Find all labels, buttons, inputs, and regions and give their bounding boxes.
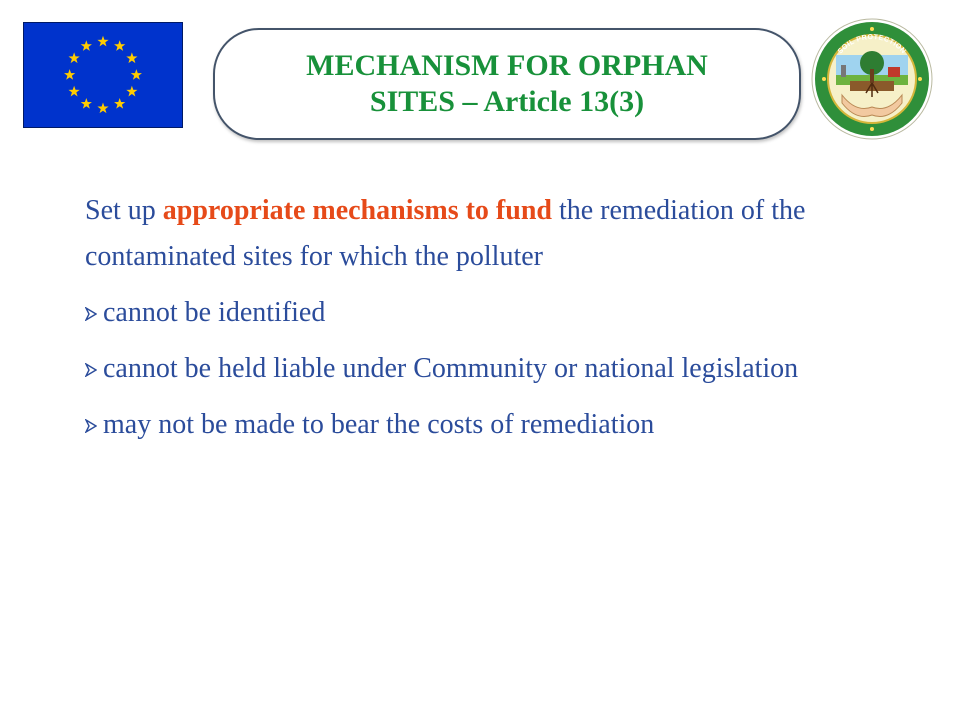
bullet-text: cannot be held liable under Community or national legislation: [103, 353, 799, 384]
arrow-bullet-icon: [85, 307, 99, 321]
bullet-item: [85, 290, 885, 336]
flag-star-icon: [69, 52, 80, 63]
flag-star-icon: [69, 86, 80, 97]
eu-flag-icon: [23, 22, 183, 128]
arrow-bullet-icon: [85, 363, 99, 377]
flag-star-icon: [114, 98, 125, 109]
flag-star-icon: [64, 69, 75, 80]
flag-star-icon: [97, 36, 108, 47]
title-line-1: MECHANISM FOR ORPHAN: [306, 49, 708, 82]
flag-star-icon: [81, 98, 92, 109]
bullet-text: may not be made to bear the costs of remediation: [103, 409, 655, 440]
slide-title: [213, 28, 801, 140]
intro-highlight: appropriate mechanisms to fund: [162, 195, 552, 226]
intro-prefix: Set up: [85, 195, 163, 226]
intro-paragraph: [85, 188, 885, 280]
title-line-2: SITES – Article 13(3): [369, 85, 645, 118]
intro-suffix: the remediation of the contaminated sites for which the polluter: [85, 195, 806, 272]
flag-star-icon: [126, 86, 137, 97]
flag-star-icon: [114, 40, 125, 51]
arrow-bullet-icon: [85, 419, 99, 433]
flag-star-icon: [97, 102, 108, 113]
flag-star-icon: [131, 69, 142, 80]
bullet-text: cannot be identified: [103, 297, 326, 328]
soil-protection-seal-icon: [810, 17, 934, 141]
bullet-item: [85, 402, 885, 448]
slide-body: [85, 188, 885, 458]
flag-star-icon: [81, 40, 92, 51]
flag-star-icon: [126, 52, 137, 63]
seal-text-top: SOIL PROTECTION: [836, 33, 908, 56]
bullet-item: [85, 346, 885, 392]
